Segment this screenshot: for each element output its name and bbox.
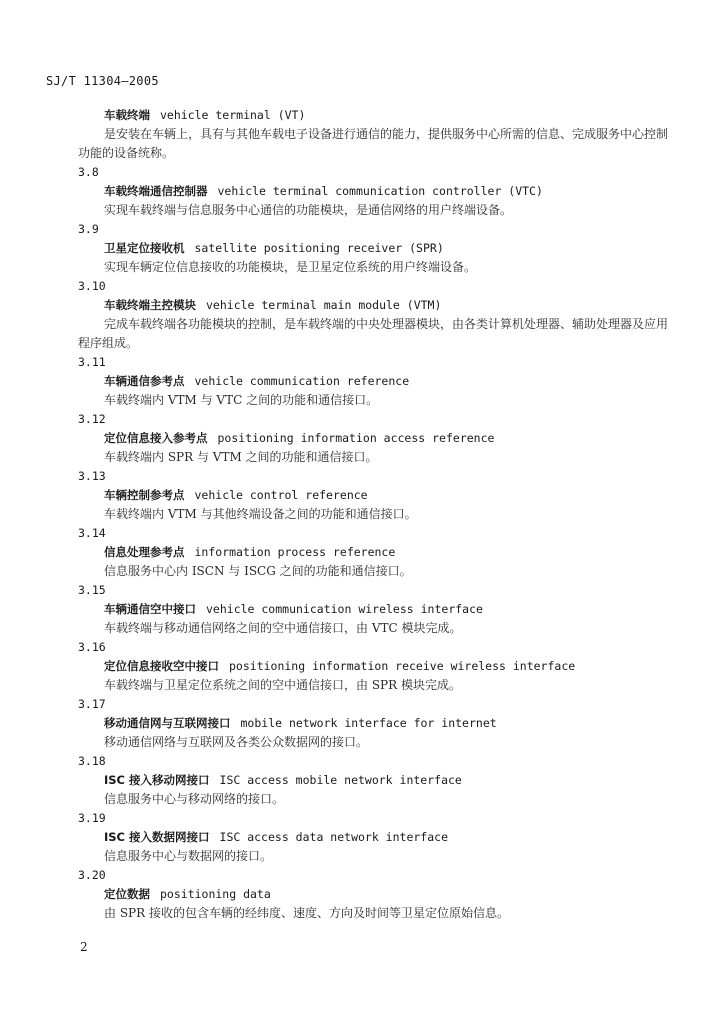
definition-entry-3-19 [0,809,724,866]
definition-entry-3-16 [0,638,724,695]
term-en: vehicle terminal (VT) [160,108,306,122]
term-definition: 信息服务中心与数据网的接口。 [104,849,273,863]
term-line [104,182,724,201]
term-zh: ISC 接入数据网接口 [104,830,210,844]
definition-entry-3-8 [0,163,724,220]
definition-entry-3-12 [0,410,724,467]
term-definition: 完成车载终端各功能模块的控制，是车载终端的中央处理器模块，由各类计算机处理器、辅助处理器及应用程序组成。 [78,317,669,350]
term-definition: 信息服务中心内 ISCN 与 ISCG 之间的功能和通信接口。 [104,564,412,578]
term-en: positioning information access reference [217,431,495,445]
definition-entry-vt [0,106,724,163]
term-zh: 定位数据 [104,887,150,901]
clause-number: 3.10 [78,279,106,293]
clause-number: 3.11 [78,355,106,369]
clause-number: 3.19 [78,811,106,825]
definition-entry-3-15 [0,581,724,638]
definition-entry-3-11 [0,353,724,410]
term-en: positioning information receive wireless interface [229,659,576,673]
term-line [104,885,724,904]
clause-number: 3.18 [78,754,106,768]
term-en: ISC access mobile network interface [219,773,462,787]
term-line [104,372,724,391]
term-line [104,657,724,676]
term-zh: ISC 接入移动网接口 [104,773,210,787]
term-line [104,296,724,315]
term-zh: 定位信息接入参考点 [104,431,208,445]
term-en: ISC access data network interface [219,830,448,844]
term-line [104,714,724,733]
term-zh: 车辆控制参考点 [104,488,185,502]
term-zh: 定位信息接收空中接口 [104,659,219,673]
clause-number: 3.20 [78,868,106,882]
term-en: mobile network interface for internet [240,716,497,730]
definition-entry-3-18 [0,752,724,809]
term-definition: 实现车辆定位信息接收的功能模块，是卫星定位系统的用户终端设备。 [104,260,477,274]
clause-number: 3.14 [78,526,106,540]
term-en: positioning data [160,887,271,901]
term-zh: 车辆通信参考点 [104,374,185,388]
term-definition: 是安装在车辆上，具有与其他车载电子设备进行通信的能力，提供服务中心所需的信息、完成服务中心控制功能的设备统称。 [78,127,669,160]
term-definition: 车载终端内 VTM 与 VTC 之间的功能和通信接口。 [104,393,379,407]
term-line [104,771,724,790]
term-line [104,600,724,619]
page-header-standard-code: SJ/T 11304—2005 [46,74,159,88]
term-en: vehicle terminal communication controller (VTC) [217,184,543,198]
term-definition: 信息服务中心与移动网络的接口。 [104,792,285,806]
term-definition: 车载终端与移动通信网络之间的空中通信接口，由 VTC 模块完成。 [104,621,462,635]
definition-entry-3-14 [0,524,724,581]
definition-entry-3-10 [0,277,724,353]
term-definition: 由 SPR 接收的包含车辆的经纬度、速度、方向及时间等卫星定位原始信息。 [104,906,509,920]
term-zh: 车载终端主控模块 [104,298,196,312]
term-definition: 移动通信网络与互联网及各类公众数据网的接口。 [104,735,369,749]
clause-number: 3.13 [78,469,106,483]
term-en: vehicle communication wireless interface [206,602,483,616]
definition-entry-3-13 [0,467,724,524]
term-line [104,106,724,125]
term-zh: 移动通信网与互联网接口 [104,716,231,730]
definition-entry-3-20 [0,866,724,923]
term-definition: 实现车载终端与信息服务中心通信的功能模块，是通信网络的用户终端设备。 [104,203,513,217]
clause-number: 3.8 [78,165,99,179]
term-line [104,239,724,258]
definition-entry-3-17 [0,695,724,752]
term-en: satellite positioning receiver (SPR) [194,241,444,255]
clause-number: 3.17 [78,697,106,711]
term-line [104,543,724,562]
term-line [104,429,724,448]
term-en: information process reference [194,545,396,559]
term-definition: 车载终端与卫星定位系统之间的空中通信接口，由 SPR 模块完成。 [104,678,461,692]
term-zh: 车载终端 [104,108,150,122]
term-zh: 车载终端通信控制器 [104,184,208,198]
clause-number: 3.12 [78,412,106,426]
term-line [104,486,724,505]
term-definition: 车载终端内 SPR 与 VTM 之间的功能和通信接口。 [104,450,378,464]
definition-entry-3-9 [0,220,724,277]
definitions-list [0,106,724,923]
term-zh: 信息处理参考点 [104,545,185,559]
term-zh: 车辆通信空中接口 [104,602,196,616]
term-definition: 车载终端内 VTM 与其他终端设备之间的功能和通信接口。 [104,507,417,521]
term-en: vehicle control reference [194,488,368,502]
clause-number: 3.9 [78,222,99,236]
term-en: vehicle communication reference [194,374,410,388]
clause-number: 3.16 [78,640,106,654]
term-zh: 卫星定位接收机 [104,241,185,255]
page-number: 2 [80,940,88,954]
term-en: vehicle terminal main module (VTM) [206,298,442,312]
term-line [104,828,724,847]
clause-number: 3.15 [78,583,106,597]
